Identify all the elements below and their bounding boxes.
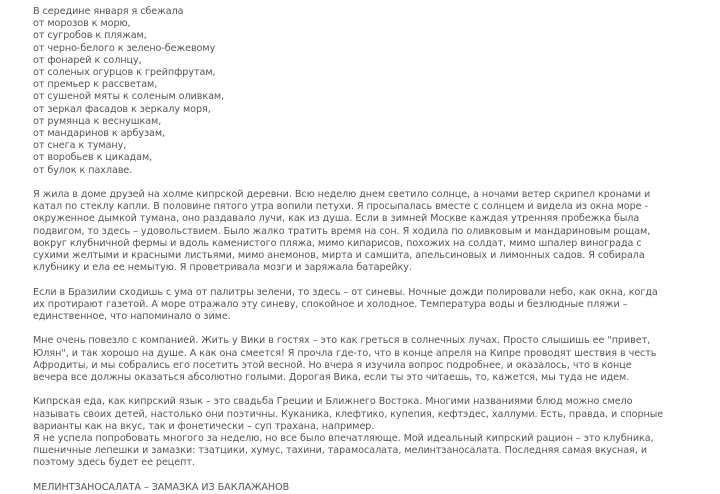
text-line: варианты как на вкус, так и фонетически – суп трахана, например. — [33, 420, 375, 432]
text-line: Мне очень повезло с компанией. Жить у Вики в гостях – это как греться в солнечных лучах. Просто слышишь ее "привет, — [33, 335, 651, 347]
text-line: Я жила в доме друзей на холме кипрской деревни. Всю неделю днем светило солнце, а ночами ветер скрипел кронами и — [33, 189, 651, 201]
text-line: называть своих детей, настолько они поэтичны. Куканика, клефтико, купепия, кефтэдес, халлуми. Есть, правда, и спорные — [33, 408, 664, 420]
text-line: клубнику и ела ее немытую. Я проветривала мозги и заряжала батарейку. — [33, 262, 412, 274]
poem-line: от мандаринов к арбузам, — [33, 128, 166, 140]
poem-line: В середине января я сбежала — [33, 6, 184, 17]
poem-line: от премьер к рассветам, — [33, 79, 158, 91]
paragraph-gap — [33, 177, 713, 189]
recipe-heading: МЕЛИНТЗАНОСАЛАТА – ЗАМАЗКА ИЗ БАКЛАЖАНОВ — [33, 481, 290, 493]
text-line: Если в Бразилии сходишь с ума от палитры зелени, то здесь – от синевы. Ночные дожди полировали небо, как окна, когда — [33, 286, 658, 298]
text-line: Афродиты, и мы собрались его посетить этой весной. Но вчера я изучила вопрос подробнее, и оказалось, что в конце — [33, 359, 632, 371]
paragraph-gap — [33, 384, 713, 396]
text-line: Я не успела попробовать многого за неделю, но все было впечатляюще. Мой идеальный кипрский рацион – это клубника, — [33, 433, 654, 445]
poem-line: от сугробов к пляжам, — [33, 30, 147, 42]
text-line: окруженное дымкой тумана, оно раздавало лучи, как из душа. Если в зимней Москве каждая утренняя пробежка была — [33, 213, 640, 225]
paragraph-village — [33, 189, 713, 274]
text-line: поэтому здесь будет ее рецепт. — [33, 457, 195, 469]
paragraph-food — [33, 396, 713, 469]
text-line: катал по стеклу капли. В половине пятого утра вопили петухи. Я просыпалась вместе с солнцем и видела из окна море - — [33, 201, 648, 213]
text-line: их протирают газетой. А море отражало эту синеву, спокойное и холодное. Температура воды и безлюдные пляжи – — [33, 298, 628, 310]
text-line: сухими желтыми и красными листьями, мимо анемонов, мирта и самшита, апельсиновых и лимонных садов. Я собирала — [33, 250, 645, 262]
text-line: единственное, что напоминало о зиме. — [33, 311, 231, 323]
poem-line: от черно-белого к зелено-бежевому — [33, 42, 216, 54]
paragraph-gap — [33, 323, 713, 335]
text-line: Юлян", и так хорошо на душе. А как она смеется! Я прочла где-то, что в конце апреля на Кипре проводят шествия в честь — [33, 347, 657, 359]
text-line: вечера все должны оказаться абсолютно голыми. Дорогая Вика, если ты это читаешь, то, кажется, мы туда не идем. — [33, 372, 630, 384]
text-line: пшеничные лепешки и замазки: тзатцики, хумус, тахини, тарамосалата, мелинтзаносалата. Последняя самая вкусная, и — [33, 445, 648, 457]
paragraph-company — [33, 335, 713, 384]
poem-line: от булок к пахлаве. — [33, 164, 133, 176]
article-body — [33, 6, 713, 494]
text-line: подвигом, то здесь – удовольствием. Было жалко тратить время на сон. Я ходила по оливковым и мандариновым рощам, — [33, 225, 651, 237]
poem-line: от морозов к морю, — [33, 18, 131, 30]
poem-line: от сушеной мяты к соленым оливкам, — [33, 91, 225, 103]
poem-line: от зеркал фасадов к зеркалу моря, — [33, 103, 211, 115]
poem-line: от снега к туману, — [33, 140, 127, 152]
text-line: вокруг клубничной фермы и вдоль каменистого пляжа, мимо кипарисов, похожих на солдат, мимо шпалер винограда с — [33, 237, 642, 249]
poem-line: от соленых огурцов к грейпфрутам, — [33, 67, 216, 79]
paragraph-gap — [33, 470, 713, 482]
text-line: Кипрская еда, как кипрский язык – это свадьба Греции и Ближнего Востока. Многими названиями блюд можно смело — [33, 396, 633, 408]
poem-line: от фонарей к солнцу, — [33, 54, 142, 66]
poem-line: от воробьев к цикадам, — [33, 152, 153, 164]
paragraph-blue — [33, 287, 713, 324]
poem-line: от румянца к веснушкам, — [33, 115, 162, 127]
poem — [33, 6, 713, 177]
paragraph-gap — [33, 274, 713, 286]
